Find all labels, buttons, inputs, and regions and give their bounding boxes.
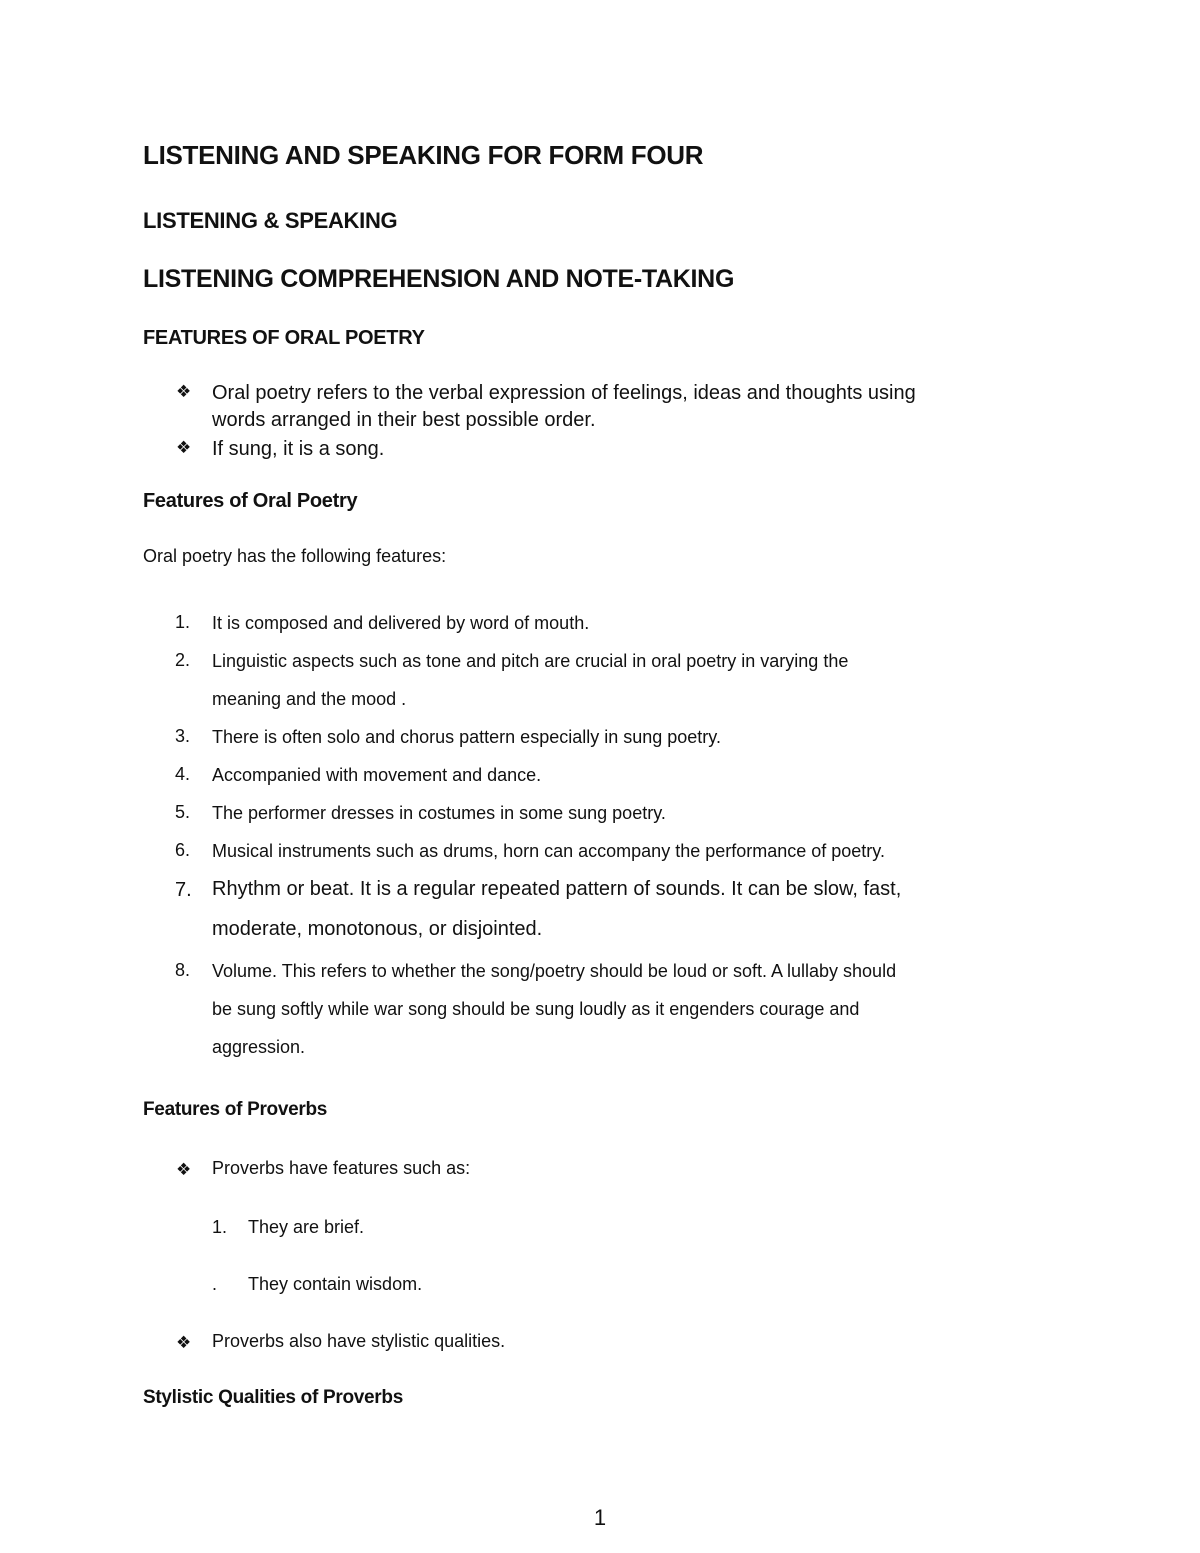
diamond-bullet-icon: ❖	[176, 382, 192, 401]
list-item-text: be sung softly while war song should be sung loudly as it engenders courage and	[212, 999, 860, 1019]
intro-bullet-1-line-1: Oral poetry refers to the verbal expression of feelings, ideas and thoughts using	[212, 382, 916, 404]
proverbs-bullet-1: Proverbs have features such as:	[212, 1158, 471, 1178]
oral-poetry-heading: Features of Oral Poetry	[143, 490, 358, 512]
list-number: 8.	[175, 960, 191, 980]
sub-list-text: They are brief.	[248, 1217, 365, 1237]
oral-poetry-intro: Oral poetry has the following features:	[143, 546, 447, 566]
intro-bullet-2: If sung, it is a song.	[212, 438, 385, 460]
diamond-bullet-icon: ❖	[176, 1160, 192, 1179]
proverbs-bullet-2: Proverbs also have stylistic qualities.	[212, 1331, 506, 1351]
section-heading: LISTENING & SPEAKING	[143, 208, 398, 233]
list-item-text: There is often solo and chorus pattern especially in sung poetry.	[212, 727, 721, 747]
list-number: 6.	[175, 840, 191, 860]
stylistic-qualities-heading: Stylistic Qualities of Proverbs	[143, 1387, 403, 1408]
list-item-text: Volume. This refers to whether the song/poetry should be loud or soft. A lullaby should	[212, 961, 897, 981]
page-number: 1	[593, 1505, 607, 1530]
subtopic-heading: FEATURES OF ORAL POETRY	[143, 327, 425, 349]
diamond-bullet-icon: ❖	[176, 438, 192, 457]
list-item-text: Accompanied with movement and dance.	[212, 765, 542, 785]
diamond-bullet-icon: ❖	[176, 1333, 192, 1352]
sub-list-text: They contain wisdom.	[248, 1274, 423, 1294]
list-item-text: Linguistic aspects such as tone and pitch are crucial in oral poetry in varying the	[212, 651, 849, 671]
list-item-text: Rhythm or beat. It is a regular repeated pattern of sounds. It can be slow, fast,	[212, 878, 902, 900]
intro-bullet-1-line-2: words arranged in their best possible order.	[212, 409, 596, 431]
list-number: 1.	[175, 612, 191, 632]
list-number: 5.	[175, 802, 191, 822]
list-item-text: aggression.	[212, 1037, 306, 1057]
list-item-text: It is composed and delivered by word of mouth.	[212, 613, 590, 633]
list-number: 4.	[175, 764, 191, 784]
document-title: LISTENING AND SPEAKING FOR FORM FOUR	[143, 140, 704, 170]
list-item-text: The performer dresses in costumes in some sung poetry.	[212, 803, 666, 823]
topic-heading: LISTENING COMPREHENSION AND NOTE-TAKING	[143, 265, 735, 293]
list-item-text: Musical instruments such as drums, horn can accompany the performance of poetry.	[212, 841, 885, 861]
list-number: 7.	[175, 879, 192, 901]
sub-list-number: .	[212, 1274, 218, 1294]
list-item-text: meaning and the mood .	[212, 689, 407, 709]
list-item-text: moderate, monotonous, or disjointed.	[212, 918, 543, 940]
list-number: 3.	[175, 726, 191, 746]
proverbs-heading: Features of Proverbs	[143, 1099, 328, 1120]
list-number: 2.	[175, 650, 191, 670]
sub-list-number: 1.	[212, 1217, 228, 1237]
